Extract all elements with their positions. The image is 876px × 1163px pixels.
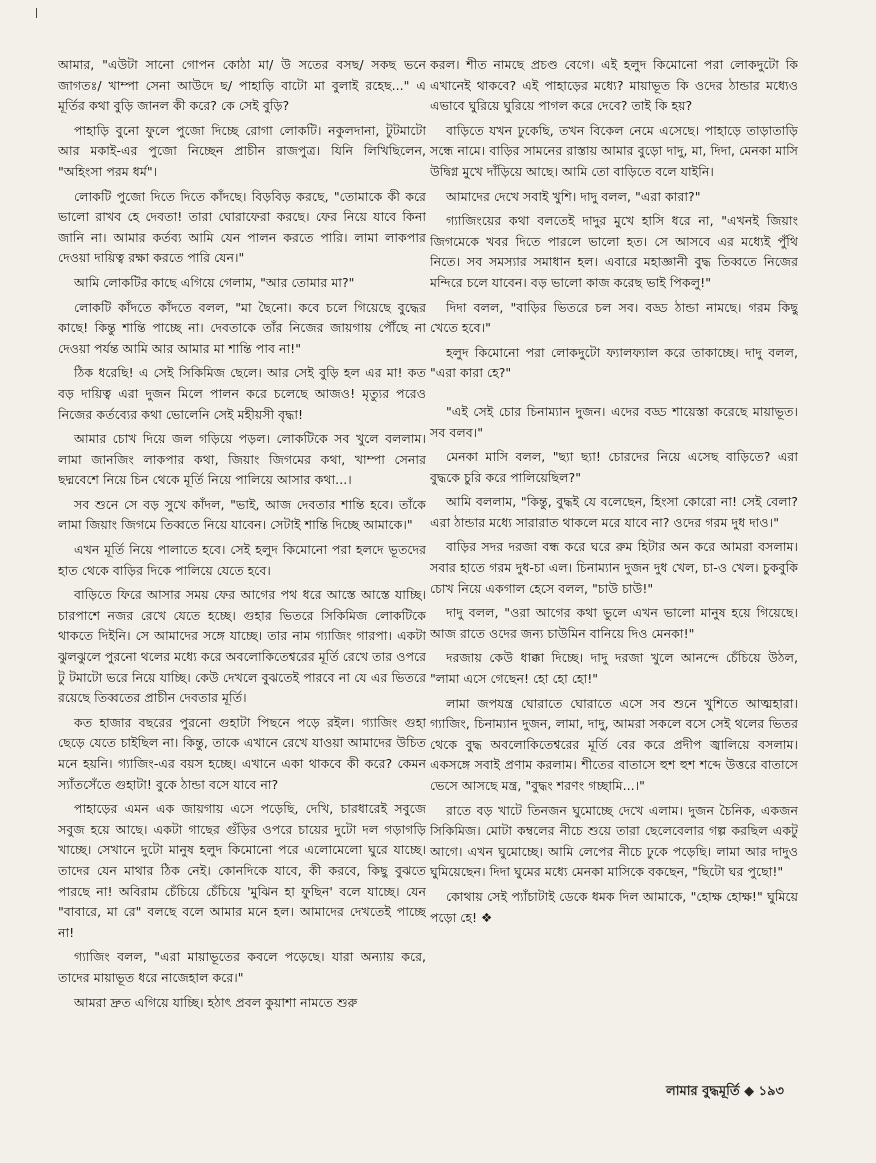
paragraph: গ্যাজিংয়ের কথা বলতেই দাদুর মুখে হাসি ধরে না, "এখনই জিয়াং জিগমেকে খবর দিতে পারলে ভালো হত। সে আসবে এর মধ্যেই পুঁথি নিতে। সব সমস্যার সমাধান হল। এবারে মহাজ্ঞানী বুদ্ধ তিব্বতে নিজের মন্দিরে চলে যাবেন। বড় ভালো কাজ করেছ ভাই পিকলু!"	[430, 213, 798, 290]
paragraph: করল। শীত নামছে প্রচণ্ড বেগে। এই হলুদ কিমোনো পরা লোকদুটো কি এখানেই থাকবে? এই পাহাড়ের মধ্যে? মায়াভূত কি ওদের ঠান্ডার মধ্যেও এভাবে ঘুরিয়ে ঘুরিয়ে পাগল করে দেবে? তাই কি হয়?	[430, 57, 798, 114]
paragraph: আমার, "এউটা সানো গোপন কোঠা মা/ উ সতের বসছ/ সকছ ভনে জাগতঃ/ খাম্পা সেনা আউদে ছ/ পাহাড়ি বাটো মা বুলাই রহেছ..." এ মূর্তির কথা বুড়ি জানল কী করে? কে সেই বুড়ি?	[58, 57, 426, 114]
paragraph: গ্যাজিং বলল, "এরা মায়াভূতের কবলে পড়েছে। যারা অন্যায় করে, তাদের মায়াভূত ধরে নাজেহাল করে।"	[58, 949, 426, 985]
paragraph: কোথায় সেই প্যাঁচাটাই ডেকে ধমক দিল আমাকে, "হোক্ষ হোক্ষ!" ঘুমিয়ে পড়ো হে! ❖	[430, 888, 798, 925]
paragraph: লোকটি পুজো দিতে দিতে কাঁদছে। বিড়বিড় করছে, "তোমাকে কী করে ভালো রাখব হে দেবতা! তারা ঘোরাফেরা করছে। ফের নিয়ে যাবে কিনা জানি না। আমার কর্তব্য আমি যেন পালন করতে পারি। লামা লাকপার দেওয়া দায়িত্ব রক্ষা করতে পারি যেন।"	[58, 188, 426, 266]
paragraph: আমরা দ্রুত এগিয়ে যাচ্ছি। হঠাৎ প্রবল কুয়াশা নামতে শুরু	[74, 994, 358, 1010]
paragraph: পাহাড়ের এমন এক জায়গায় এসে পড়েছি, দেখি, চারধারেই সবুজে সবুজ হয়ে আছে। একটা গাছের গুঁড়ির ওপরে চায়ের দুটো দল গড়াগড়ি খাচ্ছে। সেখানে দুটো মানুষ হলুদ কিমোনো পরে এলোমেলো ঘুরে যাচ্ছে। তাদের যেন মাথার ঠিক নেই। কোনদিকে যাবে, কী করবে, কিছু বুঝতে পারছে না! অবিরাম চেঁচিয়ে চেঁচিয়ে 'মুঝিন হা ফুছিন' বলে যাচ্ছে। যেন "বাবারে, মা রে" বলছে বলে আমার মনে হল। আমাদের দেখতেই পাচ্ছে না!	[58, 801, 426, 940]
paragraph: বাড়িতে যখন ঢুকেছি, তখন বিকেল নেমে এসেছে। পাহাড়ে তাড়াতাড়ি সন্ধে নামে। বাড়ির সামনের রাস্তায় আমার বুড়ো দাদু, মা, দিদা, মেনকা মাসি উদ্বিগ্ন মুখে দাঁড়িয়ে আছে। আমি তো বাড়িতে বলে যাইনি।	[430, 122, 798, 179]
paragraph: হলুদ কিমোনো পরা লোকদুটো ফ্যালফ্যাল করে তাকাচ্ছে। দাদু বলল, "এরা কারা হে?"	[430, 344, 798, 381]
running-footer: লামার বুদ্ধমূর্তি ◆ ১৯৩	[666, 1084, 784, 1099]
paragraph: লামা জপযন্ত্র ঘোরাতে ঘোরাতে এসে সব শুনে খুশিতে আত্মহারা। গ্যাজিং, চিনাম্যান দুজন, লামা, দাদু, আমরা সকলে বসে সেই থলের ভিতর থেকে বুদ্ধ অবলোকিতেশ্বরের মূর্তি বের করে প্রদীপ জ্বালিয়ে বসলাম। একসঙ্গে সবাই প্রণাম করলাম। শীতের বাতাসে হুশ হুশ শব্দে উত্তরে বাতাসে ভেসে আসছে মন্ত্র, "বুদ্ধং শরণং গচ্ছামি...।"	[430, 695, 798, 793]
paragraph: এখন মূর্তি নিয়ে পালাতে হবে। সেই হলুদ কিমোনো পরা হলদে ভূতদের হাত থেকে বাড়ির দিকে পালিয়ে যেতে হবে।	[58, 542, 426, 578]
paragraph: আমাদের দেখে সবাই খুশি। দাদু বলল, "এরা কারা?"	[446, 188, 701, 204]
right-column	[430, 55, 798, 1085]
paragraph: লোকটি কাঁদতে কাঁদতে বলল, "মা ছৈনো। কবে চলে গিয়েছে বুদ্ধের কাছে! কিন্তু শান্তি পাচ্ছে না। দেবতাকে তাঁর নিজের জায়গায় পৌঁছে না দেওয়া পর্যন্ত আমি আর আমার মা শান্তি পাব না!"	[58, 299, 426, 356]
paragraph: দরজায় কেউ ধাক্কা দিচ্ছে। দাদু দরজা খুলে আনন্দে চেঁচিয়ে উঠল, "লামা এসে গেছেন! হো হো হো!"	[430, 650, 798, 687]
paragraph: দিদা বলল, "বাড়ির ভিতরে চল সব। বড্ড ঠান্ডা নামছে। গরম কিছু খেতে হবে।"	[430, 299, 798, 336]
paragraph: দাদু বলল, "ওরা আগের কথা ভুলে এখন ভালো মানুষ হয়ে গিয়েছে। আজ রাতে ওদের জন্য চাউমিন বানিয়ে দিও মেনকা!"	[430, 605, 798, 641]
paragraph: ঠিক ধরেছি! এ সেই সিকিমিজ ছেলে। আর সেই বুড়ি হল এর মা! কত বড় দায়িত্ব এরা দুজন মিলে পালন করে চলেছে আজও! মৃত্যুর পরেও নিজের কর্তব্যের কথা ভোলেনি সেই মহীয়সী বৃদ্ধা!	[58, 365, 426, 422]
paragraph: আমি লোকটির কাছে এগিয়ে গেলাম, "আর তোমার মা?"	[74, 274, 355, 290]
paragraph: আমি বললাম, "কিন্তু, বুদ্ধই যে বলেছেন, হিংসা কোরো না! সেই বেলা? এরা ঠান্ডার মধ্যে সারারাত থাকলে মরে যাবে না? ওদের গরম দুধ দাও।"	[430, 494, 798, 530]
left-column	[58, 55, 426, 1085]
paragraph: সব শুনে সে বড় সুখে কাঁদল, "ভাই, আজ দেবতার শান্তি হবে। তাঁকে লামা জিয়াং জিগমে তিব্বতে নিয়ে যাবেন। সেটাই শান্তি দিচ্ছে আমাকে।"	[58, 496, 426, 533]
paragraph: বাড়িতে ফিরে আসার সময় ফের আগের পথ ধরে আস্তে আস্তে যাচ্ছি। চারপাশে নজর রেখে যেতে হচ্ছে। গুহার ভিতরে সিকিমিজ লোকটিকে থাকতে দিইনি। সে আমাদের সঙ্গে যাচ্ছে। তার নাম গ্যাজিং গারপা। একটা ঝুলঝুলে পুরনো থলের মধ্যে করে অবলোকিতেশ্বরের মূর্তি রেখে তার ওপরে টু টমাটো ভরে নিয়ে যাচ্ছি। কেউ দেখলে বুঝতেই পারবে না যে এর ভিতরে রয়েছে তিব্বতের প্রাচীন দেবতার মূর্তি।	[58, 587, 426, 706]
paragraph: রাতে বড় খাটে তিনজন ঘুমোচ্ছে দেখে এলাম। দুজন চৈনিক, একজন সিকিমিজ। মোটা কম্বলের নীচে শুয়ে তারা ছেলেবেলার গল্প করছিল একটু আগে। এখন ঘুমোচ্ছে। আমি লেপের নীচে ঢুকে পড়েছি। লামা আর দাদুও ঘুমিয়েছেন। দিদা ঘুমের মধ্যে মেনকা মাসিকে বকছেন, "ছিটো ঘর পুছো!"	[430, 802, 798, 880]
paragraph: আমার চোখ দিয়ে জল গড়িয়ে পড়ল। লোকটিকে সব খুলে বললাম। লামা জানজিং লাকপার কথা, জিয়াং জিগমের কথা, খাম্পা সেনার ছদ্মবেশে নিয়ে চিন থেকে মূর্তি নিয়ে পালিয়ে আসার কথা...।	[58, 431, 426, 488]
paragraph: পাহাড়ি বুনো ফুলে পুজো দিচ্ছে রোগা লোকটি। নকুলদানা, টুটমাটো আর মকাই-এর পুজো নিচ্ছেন প্রাচীন রাজপুত্র। যিনি লিখিছিলেন, "অহিংসা পরম ধর্ম"।	[58, 122, 426, 179]
paragraph: "এই সেই চোর চিনাম্যান দুজন। এদের বড্ড শায়েস্তা করেছে মায়াভূত। সব বলব।"	[430, 403, 798, 440]
paragraph: বাড়ির সদর দরজা বন্ধ করে ঘরে রুম হিটার অন করে আমরা বসলাম। সবার হাতে গরম দুধ-চা এল। চিনাম্যান দুজন দুধ খেল, চা-ও খেল। চুকবুকি চোখ নিয়ে একগাল হেসে বলল, "চাউ চাউ!"	[430, 539, 798, 596]
paragraph: মেনকা মাসি বলল, "ছ্যা ছ্যা! চোরদের নিয়ে এসেছ বাড়িতে? এরা বুদ্ধকে চুরি করে পালিয়েছিল?"	[430, 449, 798, 485]
crop-mark	[36, 8, 37, 18]
paragraph: কত হাজার বছরের পুরনো গুহাটা পিছনে পড়ে রইল। গ্যাজিং গুহা ছেড়ে যেতে চাইছিল না। কিন্তু, তাকে এখানে রেখে যাওয়া আমাদের উচিত মনে হয়নি। গ্যাজিং-এর বয়স হচ্ছে। এখানে একা থাকবে কী করে? কেমন স্যাঁতসেঁতে গুহাটা! বুকে ঠান্ডা বসে যাবে না?	[58, 714, 426, 792]
